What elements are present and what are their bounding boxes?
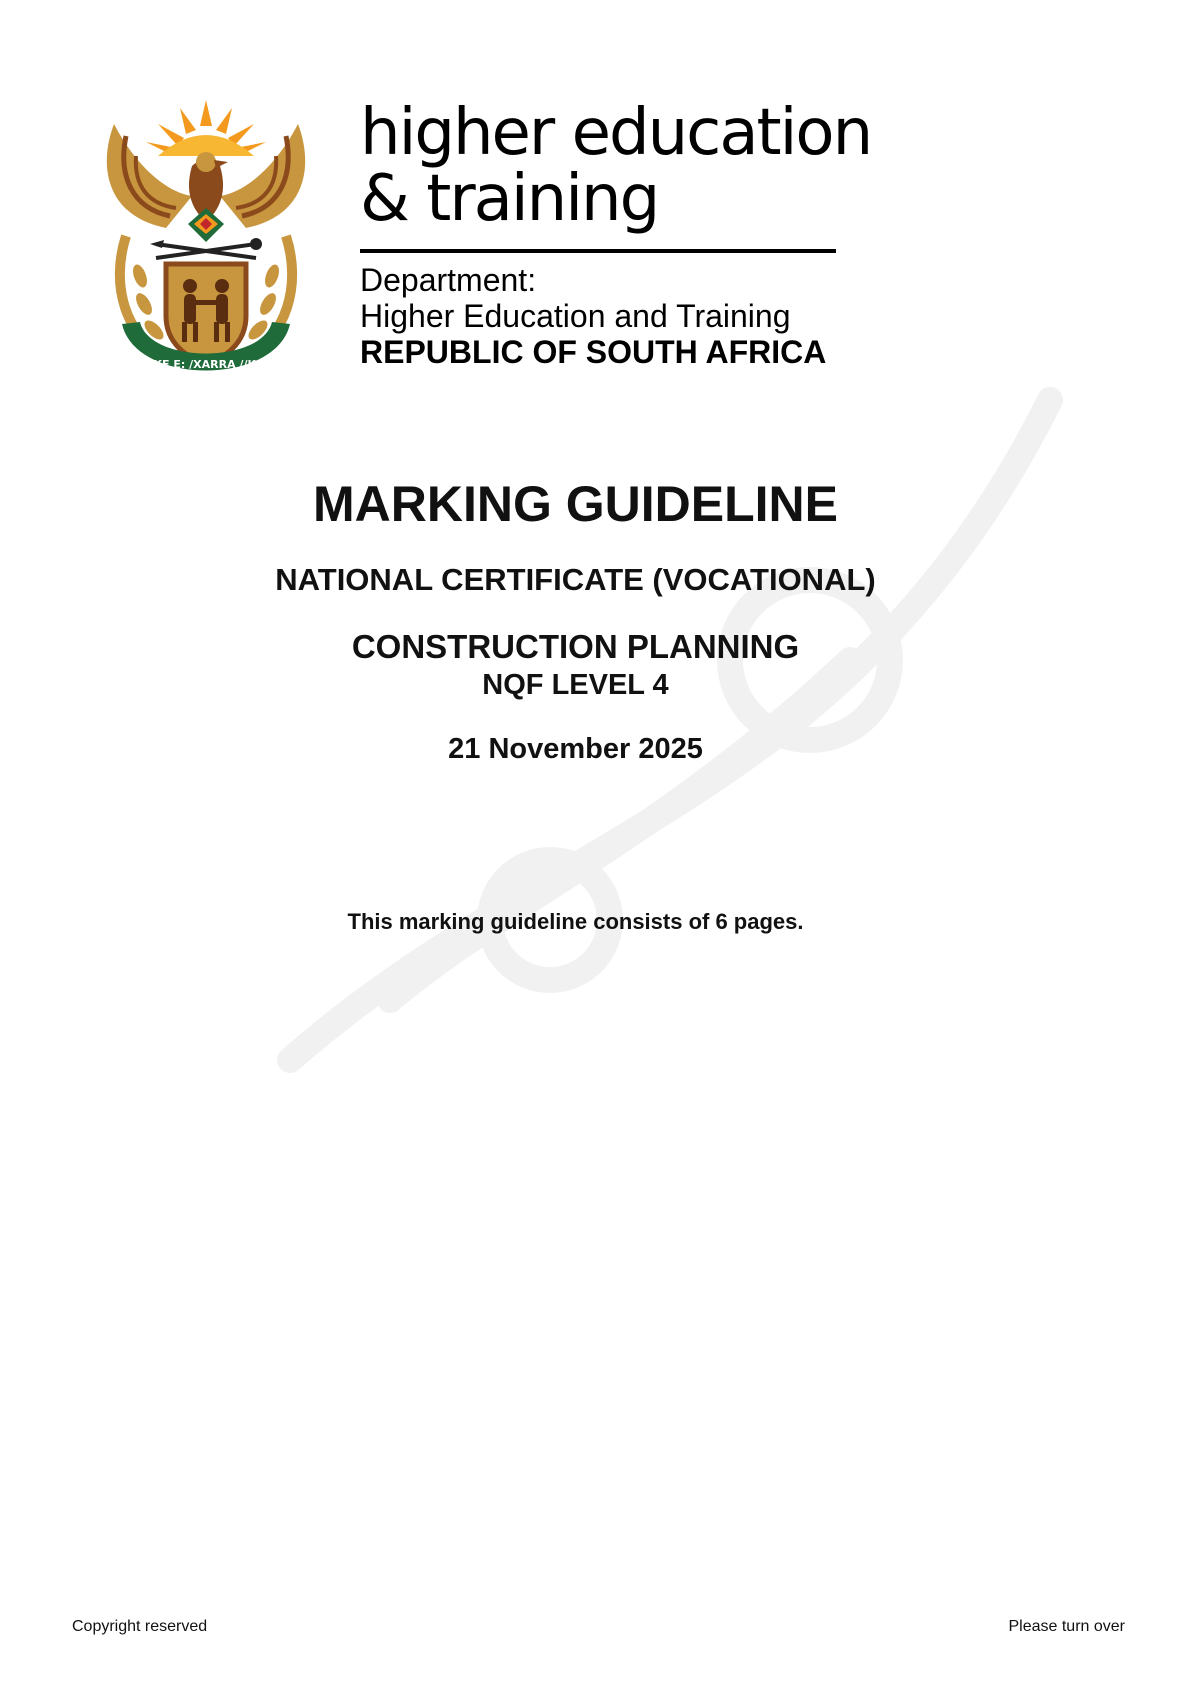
department-name: Higher Education and Training	[360, 298, 791, 334]
brand-line-1: higher education	[360, 96, 872, 170]
emblem-motto: !KE E: /XARRA //KE	[148, 358, 264, 371]
brand-divider	[360, 249, 836, 253]
footer-copyright: Copyright reserved	[72, 1618, 208, 1635]
document-title: MARKING GUIDELINE	[313, 476, 838, 532]
brand-line-2: & training	[360, 162, 659, 236]
footer-turn-over: Please turn over	[1008, 1618, 1125, 1635]
department-name-block	[360, 262, 860, 370]
exam-date: 21 November 2025	[448, 733, 703, 765]
coat-of-arms-icon	[96, 96, 316, 386]
nqf-level: NQF LEVEL 4	[482, 669, 669, 701]
country-name: REPUBLIC OF SOUTH AFRICA	[360, 334, 827, 370]
page-count-note: This marking guideline consists of 6 pages.	[347, 909, 804, 934]
department-label: Department:	[360, 262, 537, 298]
document-subtitle: NATIONAL CERTIFICATE (VOCATIONAL)	[275, 562, 876, 597]
department-brand-title	[360, 96, 872, 236]
subject-name: CONSTRUCTION PLANNING	[351, 628, 800, 665]
